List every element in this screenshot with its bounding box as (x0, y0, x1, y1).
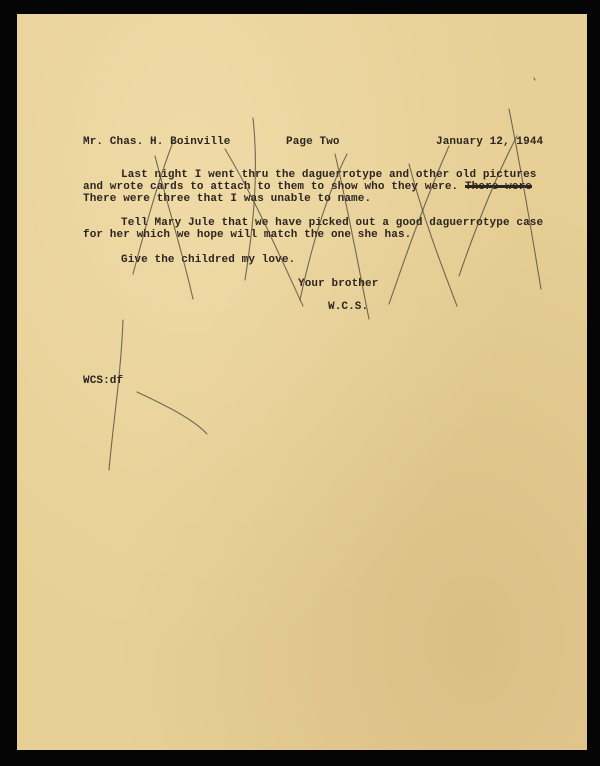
paragraph-3-line-1: Give the childred my love. (121, 254, 296, 266)
paragraph-1-line-1: Last night I went thru the daguerrotype and other old pictures (121, 169, 537, 181)
paragraph-1-line-3: There were three that I was unable to name. (83, 193, 372, 205)
paragraph-2-line-1: Tell Mary Jule that we have picked out a good daguerrotype case (121, 217, 544, 229)
recipient-line: Mr. Chas. H. Boinville (83, 136, 231, 148)
closing-line: Your brother (298, 278, 379, 290)
paragraph-1-line-2-text: and wrote cards to attach to them to show who they were. (83, 181, 465, 193)
letter-date: January 12, 1944 (436, 136, 544, 148)
typist-initials: WCS:df (83, 375, 124, 387)
pencil-stroke (109, 320, 123, 470)
signature-initials: W.C.S. (328, 301, 369, 313)
page-number: Page Two (286, 136, 340, 148)
pencil-stroke (137, 392, 207, 434)
paragraph-1-line-2 (83, 181, 532, 193)
letter-page (17, 14, 587, 750)
struck-out-text: There were (464, 181, 532, 193)
pencil-dot (534, 78, 535, 80)
paragraph-2-line-2: for her which we hope will match the one she has. (83, 229, 412, 241)
pencil-stroke (459, 136, 517, 276)
